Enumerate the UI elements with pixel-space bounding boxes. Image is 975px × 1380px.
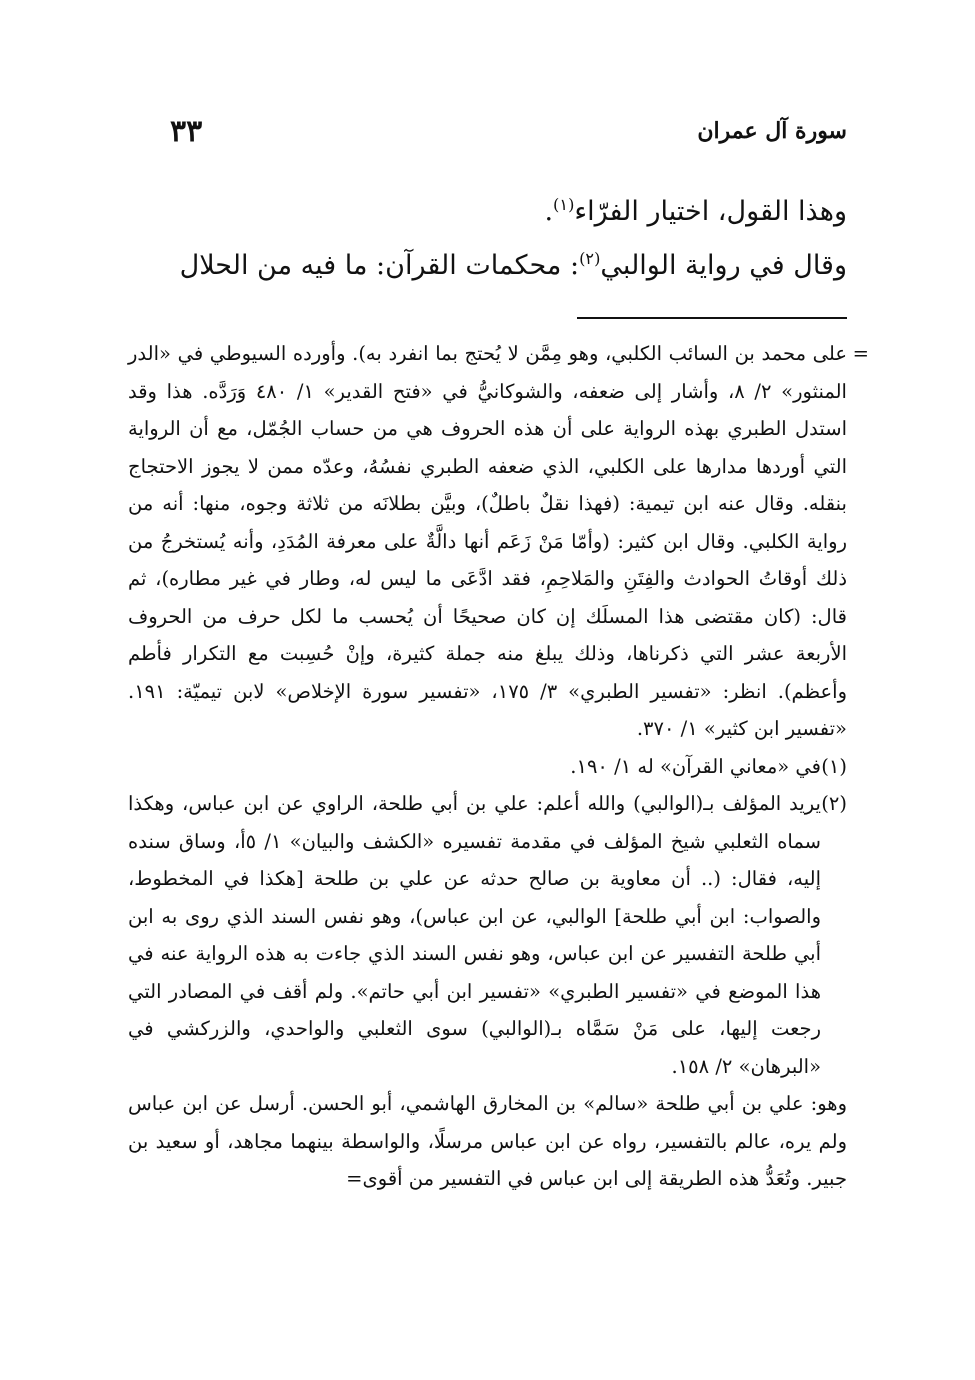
footnote-marker: (٢) [821,792,847,815]
footnote [128,785,847,1085]
page-header [128,114,847,152]
page-number: ٣٣ [170,114,203,149]
main-paragraph [128,185,847,239]
main-paragraph [128,239,847,293]
footnote-text: يريد المؤلف بـ(الوالبي) والله أعلم: علي بن أبي طلحة، الراوي عن ابن عباس، وهكذا سماه الثعلبي شيخ المؤلف في مقدمة تفسيره «الكشف والبيان» ١/ ٥أ، وساق سنده إليه، فقال: (.. أن معاوية بن صالح حدثه عن علي بن طلحة [هكذا في المخطوط، والصواب: ابن أبي طلحة] الوالبي، عن ابن عباس)، وهو نفس السند الذي روى به ابن أبي طلحة التفسير عن ابن عباس، وهو نفس السند الذي جاءت به هذه الرواية عنه في هذا الموضع في «تفسير الطبري» «تفسير ابن أبي حاتم». ولم أقف في المصادر التي رجعت إليها، على مَنْ سَمَّاه بـ(الوالبي) سوى الثعلبي والواحدي، والزركشي في «البرهان» ٢/ ١٥٨. [128,792,821,1078]
footnote-reference: (٢) [579,249,601,268]
running-title: سورة آل عمران [697,118,847,144]
footnotes [128,335,869,1198]
footnote-text: وهو: علي بن أبي طلحة «سالم» بن المخارق الهاشمي، أبو الحسن. أرسل عن ابن عباس ولم يره، عالم بالتفسير، رواه عن ابن عباس مرسلًا، والواسطة بينهما مجاهد، أو سعيد بن جبير. وتُعَدُّ هذه الطريقة إلى ابن عباس في التفسير من أقوى= [128,1092,847,1190]
footnote-marker: = [852,342,869,365]
main-text [128,185,847,293]
main-line-tail: . [544,196,554,227]
footnote-text: في «معاني القرآن» له ١/ ١٩٠. [570,754,821,778]
footnote-paragraph [128,1085,847,1198]
main-line-text: وهذا القول، اختيار الفرّاء [574,196,847,227]
footnote-continued [128,335,869,748]
main-line-tail: : محكمات القرآن: ما فيه من الحلال [179,250,580,281]
footnote-reference: (١) [553,195,575,214]
footnote-separator [577,317,847,319]
footnote [128,748,847,786]
footnote-text: على محمد بن السائب الكلبي، وهو مِمَّن لا يُحتج بما انفرد به). وأورده السيوطي في «الدر المنثور» ٢/ ٨، وأشار إلى ضعفه، والشوكانيُّ في «فتح القدير» ١/ ٤٨٠ وَرَدَّه. هذا وقد استدل الطبري بهذه الرواية على أن هذه الحروف هي من حساب الجُمّل، مع أن الرواية التي أوردها مدارها على الكلبي، الذي ضعفه الطبري نفسُهُ، وعدّه ممن لا يجوز الاحتجاج بنقله. وقال عنه ابن تيمية: (فهذا نقلٌ باطلٌ)، وبيَّن بطلانَه من ثلاثة وجوه، منها: أنه من رواية الكلبي. وقال ابن كثير: (وأمّا مَنْ زَعَم أنها دالَّةٌ على معرفة المُدَدِ، وأنه يُستخرجُ من ذلك أوقاتُ الحوادث والفِتَنِ والمَلاحِمِ، فقد ادَّعَى ما ليس له، وطار في غير مطاره)، ثم قال: (كان مقتضى هذا المسلَك إن كان صحيحًا أن يُحسب ما لكل حرف من الحروف الأربعة عشر التي ذكرناها، وذلك يبلغ منه جملة كثيرة، وإنْ حُسِبت مع التكرار فأطم وأعظم). انظر: «تفسير الطبري» ٣/ ١٧٥، «تفسير سورة الإخلاص» لابن تيميّة: ١٩١. «تفسير ابن كثير» ١/ ٣٧٠. [128,342,847,740]
footnote-marker: (١) [821,754,847,778]
main-line-text: وقال في رواية الوالبي [600,250,847,281]
